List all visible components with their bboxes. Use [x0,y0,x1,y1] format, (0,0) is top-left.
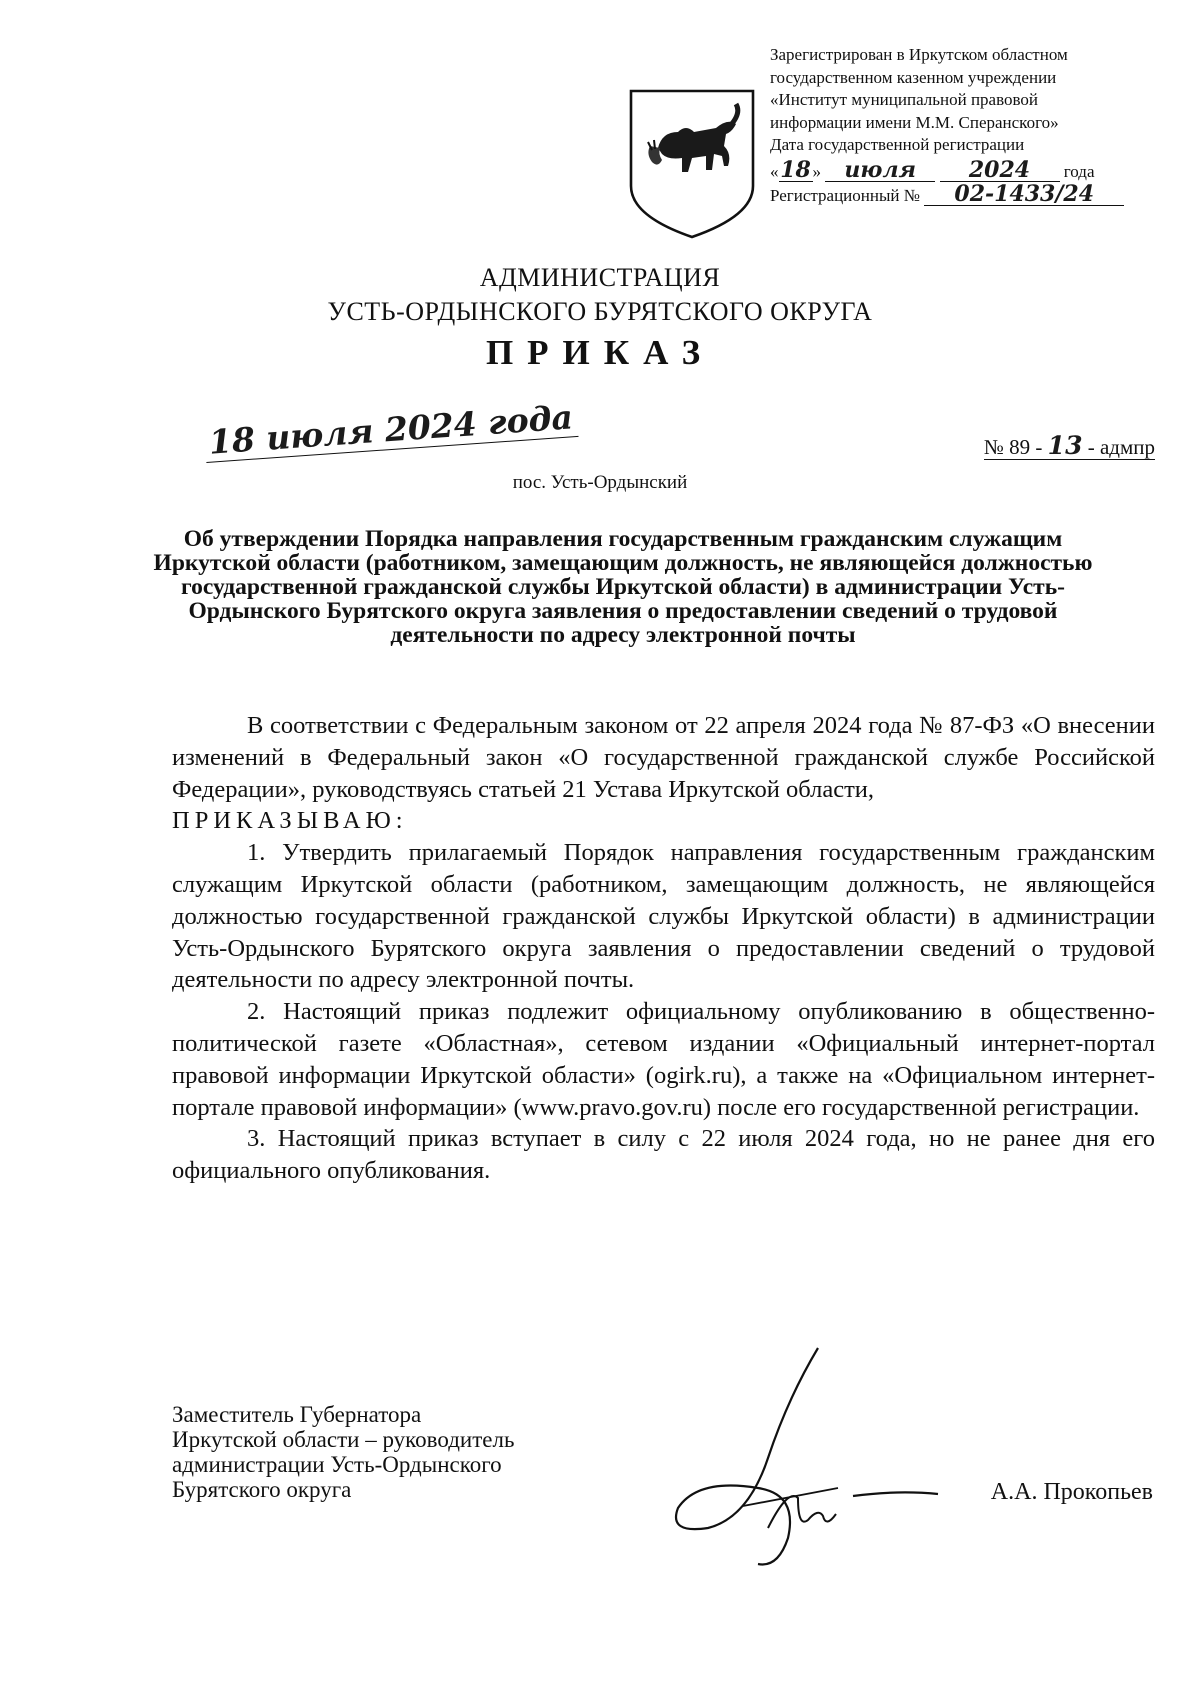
registration-number-label: Регистрационный № [770,186,920,205]
signatory-position-line: Бурятского округа [172,1477,352,1502]
handwritten-date [204,397,578,462]
registration-year-suffix: года [1063,161,1095,181]
place-of-issue: пос. Усть-Ордынский [512,472,688,493]
registration-line: государственном казенном учреждении [770,67,1057,87]
preamble-paragraph: В соответствии с Федеральным законом от 22 апреля 2024 года № 87-ФЗ «О внесении изменений в Федеральный закон «О государственной гражданской службе Российской Федерации», руководствуясь статьей 21 Устава Иркутской области, [172,712,1155,803]
document-body [172,710,1155,1187]
handwritten-date-text: 18 июля 2024 года [204,397,578,463]
signatory-position [172,1402,514,1502]
signatory-name: А.А. Прокопьев [990,1479,1153,1505]
signatory-position-line: администрации Усть-Ордынского [172,1452,502,1477]
registration-stamp [770,44,1170,208]
registration-line: Дата государственной регистрации [770,135,1025,154]
handwritten-signature [648,1338,1028,1598]
order-item-3: 3. Настоящий приказ вступает в силу с 22 июля 2024 года, но не ранее дня его официального опубликования. [172,1125,1155,1185]
registration-line: Зарегистрирован в Иркутском областном [770,45,1068,64]
order-item-2: 2. Настоящий приказ подлежит официальному опубликованию в общественно-политической газете «Областная», сетевом издании «Официальный интернет-портал правовой информации Иркутской области» (ogirk.ru), а также на «Официальном интернет-портале правовой информации» (www.pravo.gov.ru) после его государственной регистрации. [172,998,1155,1121]
registration-line: информации имени М.М. Сперанского» [770,112,1059,132]
organization-name-line2: УСТЬ-ОРДЫНСКОГО БУРЯТСКОГО ОКРУГА [327,297,873,326]
document-heading: Об утверждении Порядка направления государственным гражданским служащим Иркутской области (работником, замещающим должность, не являющейся должностью государственной гражданской службы Иркутской области) в администрации Усть-Ордынского Бурятского округа заявления о предоставлении сведений о трудовой деятельности по адресу электронной почты [153,526,1093,648]
organization-name-line1: АДМИНИСТРАЦИЯ [479,263,721,292]
document-number-suffix: - адмпр [1087,435,1155,459]
registration-line: «Институт муниципальной правовой [770,90,1039,109]
signatory-position-line: Заместитель Губернатора [172,1402,422,1427]
signatory-position-line: Иркутской области – руководитель [172,1427,515,1452]
order-keyword: ПРИКАЗЫВАЮ: [172,807,408,835]
coat-of-arms-emblem [628,88,756,240]
document-type-title: ПРИКАЗ [485,333,715,372]
registration-number: 02-1433/24 [924,183,1124,206]
registration-date-row: «18» июля 2024 года [770,156,1095,183]
document-number-prefix: № 89 - [983,435,1043,459]
registration-number-row [770,183,1170,208]
registration-month: июля [825,159,935,182]
document-number [984,431,1155,460]
registration-day: 18 [780,156,811,183]
document-number-handwritten: 13 [1047,431,1083,460]
order-item-1: 1. Утвердить прилагаемый Порядок направления государственным гражданским служащим Иркутской области (работником, замещающим должность, не являющейся должностью государственной гражданской службы Иркутской области) в администрации Усть-Ордынского Бурятского округа заявления о предоставлении сведений о трудовой деятельности по адресу электронной почты. [172,839,1155,994]
registration-year: 2024 [940,159,1060,182]
